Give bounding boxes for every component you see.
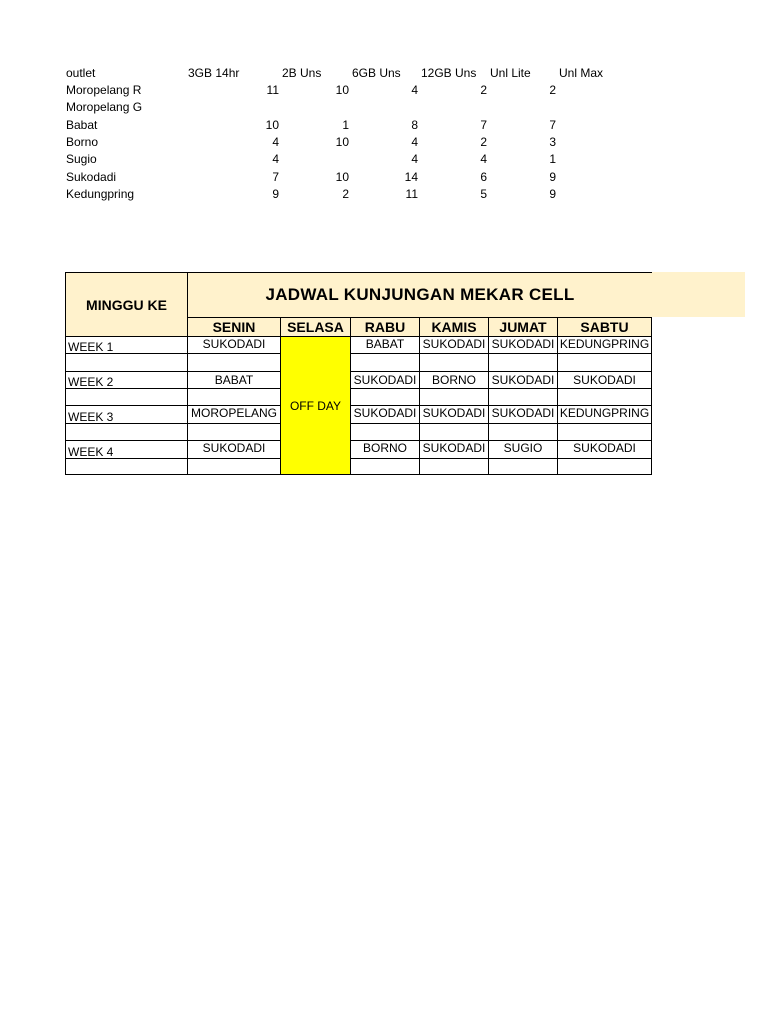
schedule-title-text: JADWAL KUNJUNGAN MEKAR CELL [265,285,575,304]
visit-cell[interactable]: KEDUNGPRING [557,336,652,354]
value-cell[interactable]: 9 [272,187,279,201]
schedule-title[interactable] [187,272,652,318]
empty-cell[interactable] [419,353,489,372]
empty-cell[interactable] [350,388,420,406]
empty-cell[interactable] [187,458,281,475]
visit-cell[interactable]: KEDUNGPRING [557,405,652,424]
visit-cell[interactable]: BORNO [350,440,420,459]
value-cell[interactable]: 4 [272,135,279,149]
value-cell[interactable]: 10 [265,118,279,132]
visit-cell[interactable]: SUKODADI [419,336,489,354]
empty-cell[interactable] [488,423,558,441]
visit-cell[interactable]: SUKODADI [488,405,558,424]
visit-cell[interactable]: BABAT [350,336,420,354]
visit-cell[interactable]: SUKODADI [187,336,281,354]
value-cell[interactable]: 9 [549,170,556,184]
empty-cell[interactable] [187,423,281,441]
day-header-rabu[interactable]: RABU [350,317,420,337]
day-header-selasa[interactable]: SELASA [280,317,351,337]
value-cell[interactable]: 10 [335,135,349,149]
value-cell[interactable]: 9 [549,187,556,201]
visit-cell[interactable]: SUKODADI [419,440,489,459]
value-cell[interactable]: 10 [335,83,349,97]
visit-cell[interactable]: MOROPELANG [187,405,281,424]
header-2b-uns[interactable]: 2B Uns [282,66,322,80]
outlet-name[interactable]: Moropelang R [66,83,142,97]
value-cell[interactable]: 4 [411,83,418,97]
value-cell[interactable]: 4 [411,152,418,166]
visit-cell[interactable]: SUKODADI [419,405,489,424]
header-unl-lite[interactable]: Unl Lite [490,66,531,80]
header-outlet[interactable]: outlet [66,66,96,80]
empty-cell[interactable] [557,353,652,372]
week-label[interactable]: WEEK 2 [65,371,188,389]
value-cell[interactable]: 6 [480,170,487,184]
empty-cell[interactable] [557,423,652,441]
outlet-name[interactable]: Sukodadi [66,170,117,184]
header-6gb-uns[interactable]: 6GB Uns [352,66,401,80]
value-cell[interactable]: 2 [480,83,487,97]
value-cell[interactable]: 8 [411,118,418,132]
header-12gb-uns[interactable]: 12GB Uns [421,66,477,80]
value-cell[interactable]: 4 [272,152,279,166]
empty-cell[interactable] [187,388,281,406]
empty-cell[interactable] [65,388,188,406]
visit-cell[interactable]: SUKODADI [187,440,281,459]
visit-cell[interactable]: SUKODADI [488,371,558,389]
empty-cell[interactable] [65,458,188,475]
visit-cell[interactable]: SUGIO [488,440,558,459]
value-cell[interactable]: 14 [404,170,418,184]
day-header-sabtu[interactable]: SABTU [557,317,652,337]
outlet-name[interactable]: Babat [66,118,98,132]
value-cell[interactable]: 3 [549,135,556,149]
off-day-cell[interactable]: OFF DAY [280,336,351,475]
value-cell[interactable]: 10 [335,170,349,184]
value-cell[interactable]: 4 [411,135,418,149]
value-cell[interactable]: 2 [549,83,556,97]
week-label[interactable]: WEEK 4 [65,440,188,459]
value-cell[interactable]: 1 [549,152,556,166]
value-cell[interactable]: 2 [342,187,349,201]
value-cell[interactable]: 2 [480,135,487,149]
visit-cell[interactable]: SUKODADI [350,371,420,389]
visit-cell[interactable]: SUKODADI [557,440,652,459]
value-cell[interactable]: 11 [266,83,279,97]
value-cell[interactable]: 5 [480,187,487,201]
empty-cell[interactable] [557,388,652,406]
outlet-name[interactable]: Borno [66,135,99,149]
empty-cell[interactable] [350,458,420,475]
empty-cell[interactable] [65,423,188,441]
empty-cell[interactable] [488,353,558,372]
value-cell[interactable]: 7 [272,170,279,184]
visit-cell[interactable]: BABAT [187,371,281,389]
empty-cell[interactable] [65,353,188,372]
outlet-name[interactable]: Moropelang G [66,100,143,114]
empty-cell[interactable] [350,423,420,441]
empty-cell[interactable] [419,458,489,475]
empty-cell[interactable] [488,388,558,406]
empty-cell[interactable] [419,423,489,441]
empty-cell[interactable] [488,458,558,475]
week-header[interactable]: MINGGU KE [65,272,188,337]
empty-cell[interactable] [557,458,652,475]
visit-cell[interactable]: SUKODADI [350,405,420,424]
empty-cell[interactable] [350,353,420,372]
value-cell[interactable]: 7 [549,118,556,132]
empty-cell[interactable] [419,388,489,406]
day-header-kamis[interactable]: KAMIS [419,317,489,337]
day-header-jumat[interactable]: JUMAT [488,317,558,337]
value-cell[interactable]: 1 [342,118,349,132]
header-unl-max[interactable]: Unl Max [559,66,604,80]
value-cell[interactable]: 11 [405,187,418,201]
visit-cell[interactable]: SUKODADI [488,336,558,354]
visit-cell[interactable]: SUKODADI [557,371,652,389]
value-cell[interactable]: 7 [480,118,487,132]
visit-cell[interactable]: BORNO [419,371,489,389]
outlet-name[interactable]: Sugio [66,152,97,166]
header-3gb-14hr[interactable]: 3GB 14hr [188,66,240,80]
outlet-name[interactable]: Kedungpring [66,187,135,201]
value-cell[interactable]: 4 [480,152,487,166]
day-header-senin[interactable]: SENIN [187,317,281,337]
week-label[interactable]: WEEK 3 [65,405,188,424]
empty-cell[interactable] [187,353,281,372]
week-label[interactable]: WEEK 1 [65,336,188,354]
